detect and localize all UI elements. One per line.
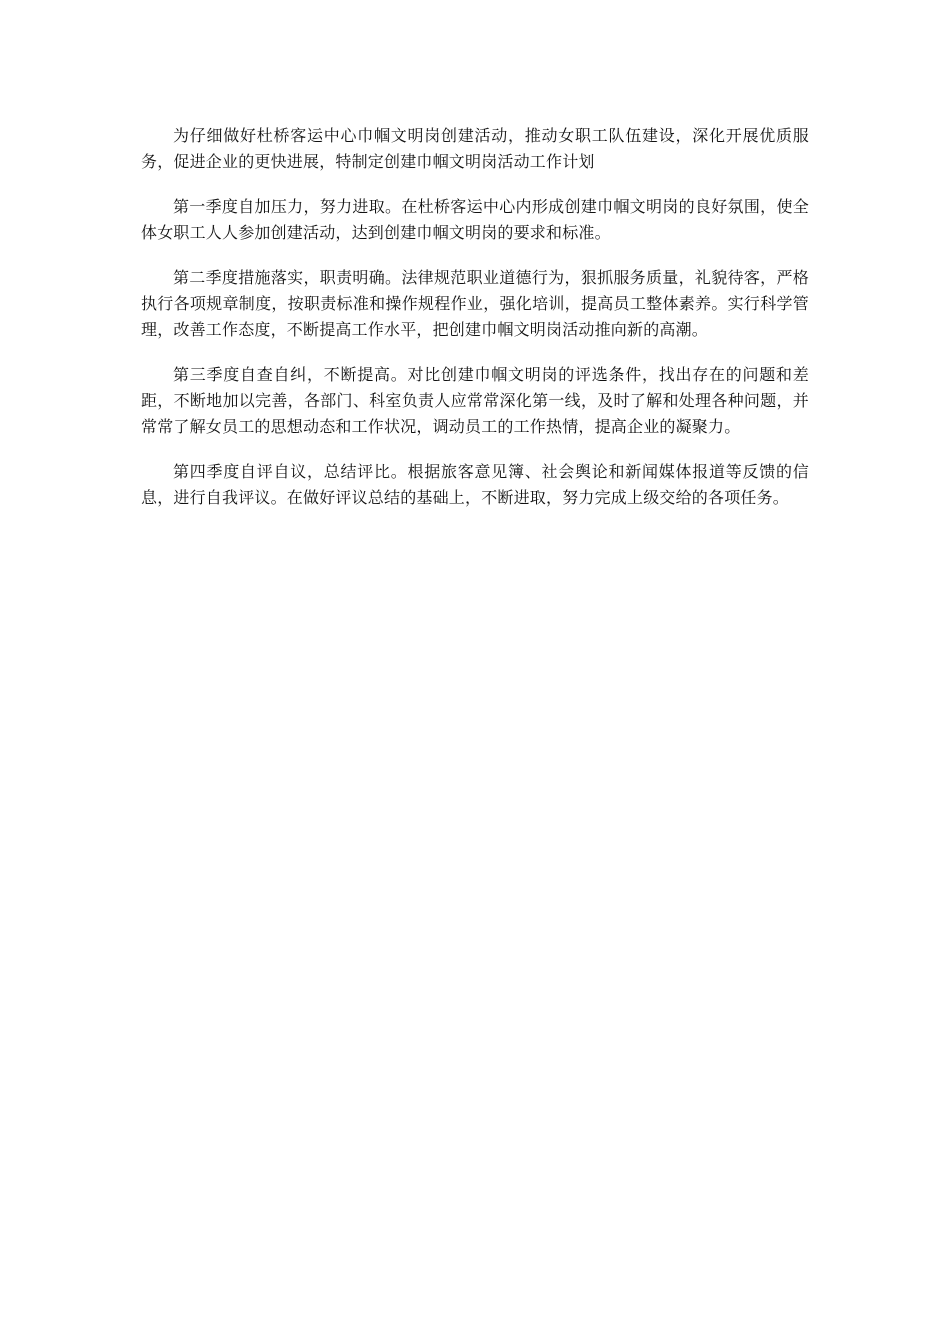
paragraph-q2: 第二季度措施落实，职责明确。法律规范职业道德行为，狠抓服务质量，礼貌待客，严格执行各项规章制度，按职责标准和操作规程作业，强化培训，提高员工整体素养。实行科学管理，改善工作态度，不断提高工作水平，把创建巾帼文明岗活动推向新的高潮。	[141, 268, 809, 339]
paragraph-q1: 第一季度自加压力，努力进取。在杜桥客运中心内形成创建巾帼文明岗的良好氛围，使全体女职工人人参加创建活动，达到创建巾帼文明岗的要求和标准。	[141, 197, 809, 242]
paragraph-q4: 第四季度自评自议，总结评比。根据旅客意见簿、社会舆论和新闻媒体报道等反馈的信息，进行自我评议。在做好评议总结的基础上，不断进取，努力完成上级交给的各项任务。	[141, 462, 809, 507]
paragraph-intro: 为仔细做好杜桥客运中心巾帼文明岗创建活动，推动女职工队伍建设，深化开展优质服务，促进企业的更快进展，特制定创建巾帼文明岗活动工作计划	[141, 126, 809, 171]
paragraph-q3: 第三季度自查自纠，不断提高。对比创建巾帼文明岗的评选条件，找出存在的问题和差距，不断地加以完善，各部门、科室负责人应常常深化第一线，及时了解和处理各种问题，并常常了解女员工的思想动态和工作状况，调动员工的工作热情，提高企业的凝聚力。	[141, 365, 809, 436]
document-body	[141, 123, 809, 530]
